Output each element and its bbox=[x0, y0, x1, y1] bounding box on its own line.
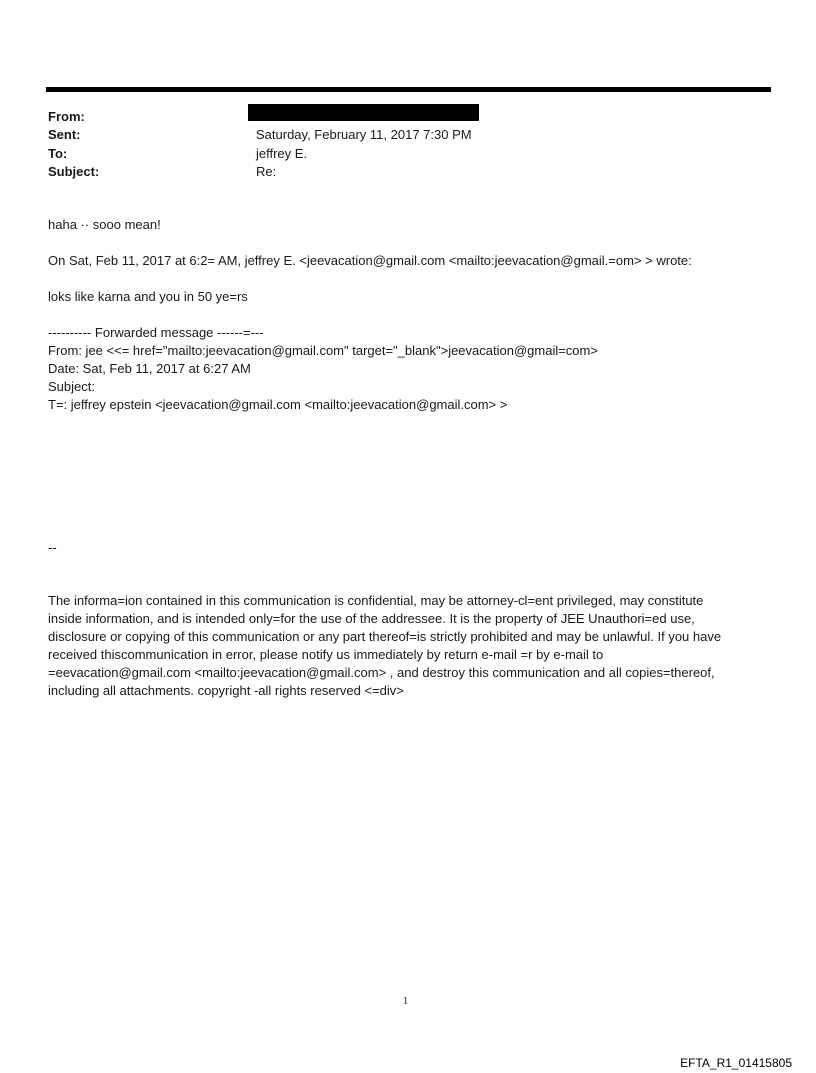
to-value: jeffrey E. bbox=[256, 146, 308, 161]
signature-separator: -- bbox=[48, 540, 57, 555]
confidentiality-disclaimer bbox=[48, 592, 764, 700]
forwarded-subject: Subject: bbox=[48, 379, 95, 394]
document-id: EFTA_R1_01415805 bbox=[680, 1056, 792, 1070]
quote-intro: On Sat, Feb 11, 2017 at 6:2= AM, jeffrey E. <jeevacation@gmail.com <mailto:jeevacation@gmail.=om> > wrote: bbox=[48, 253, 692, 268]
forwarded-separator: ---------- Forwarded message ------=--- bbox=[48, 325, 264, 340]
disclaimer-line: including all attachments. copyright -all rights reserved <=div> bbox=[48, 683, 404, 698]
quoted-text: loks like karna and you in 50 ye=rs bbox=[48, 289, 248, 304]
disclaimer-line: received thiscommunication in error, please notify us immediately by return e-mail =r by e-mail to bbox=[48, 647, 604, 662]
disclaimer-line: disclosure or copying of this communication or any part thereof=is strictly prohibited and may be unlawful. If you have bbox=[48, 629, 722, 644]
forwarded-to: T=: jeffrey epstein <jeevacation@gmail.com <mailto:jeevacation@gmail.com> > bbox=[48, 397, 508, 412]
forwarded-from: From: jee <<= href="mailto:jeevacation@gmail.com" target="_blank">jeevacation@gmail=com> bbox=[48, 343, 598, 358]
from-label: From: bbox=[48, 109, 85, 124]
disclaimer-line: The informa=ion contained in this communication is confidential, may be attorney-cl=ent privileged, may constitute bbox=[48, 593, 704, 608]
sent-value: Saturday, February 11, 2017 7:30 PM bbox=[256, 127, 472, 142]
reply-text: haha ·· sooo mean! bbox=[48, 217, 161, 232]
disclaimer-line: =eevacation@gmail.com <mailto:jeevacation@gmail.com> , and destroy this communication and all copies=thereof, bbox=[48, 665, 715, 680]
to-label: To: bbox=[48, 146, 68, 161]
page-number: 1 bbox=[403, 996, 408, 1007]
subject-value: Re: bbox=[256, 164, 277, 179]
subject-label: Subject: bbox=[48, 164, 100, 179]
redaction-block bbox=[248, 104, 479, 121]
disclaimer-line: inside information, and is intended only=for the use of the addressee. It is the property of JEE Unauthori=ed use, bbox=[48, 611, 695, 626]
header-rule bbox=[46, 87, 771, 92]
forwarded-date: Date: Sat, Feb 11, 2017 at 6:27 AM bbox=[48, 361, 251, 376]
sent-label: Sent: bbox=[48, 127, 81, 142]
